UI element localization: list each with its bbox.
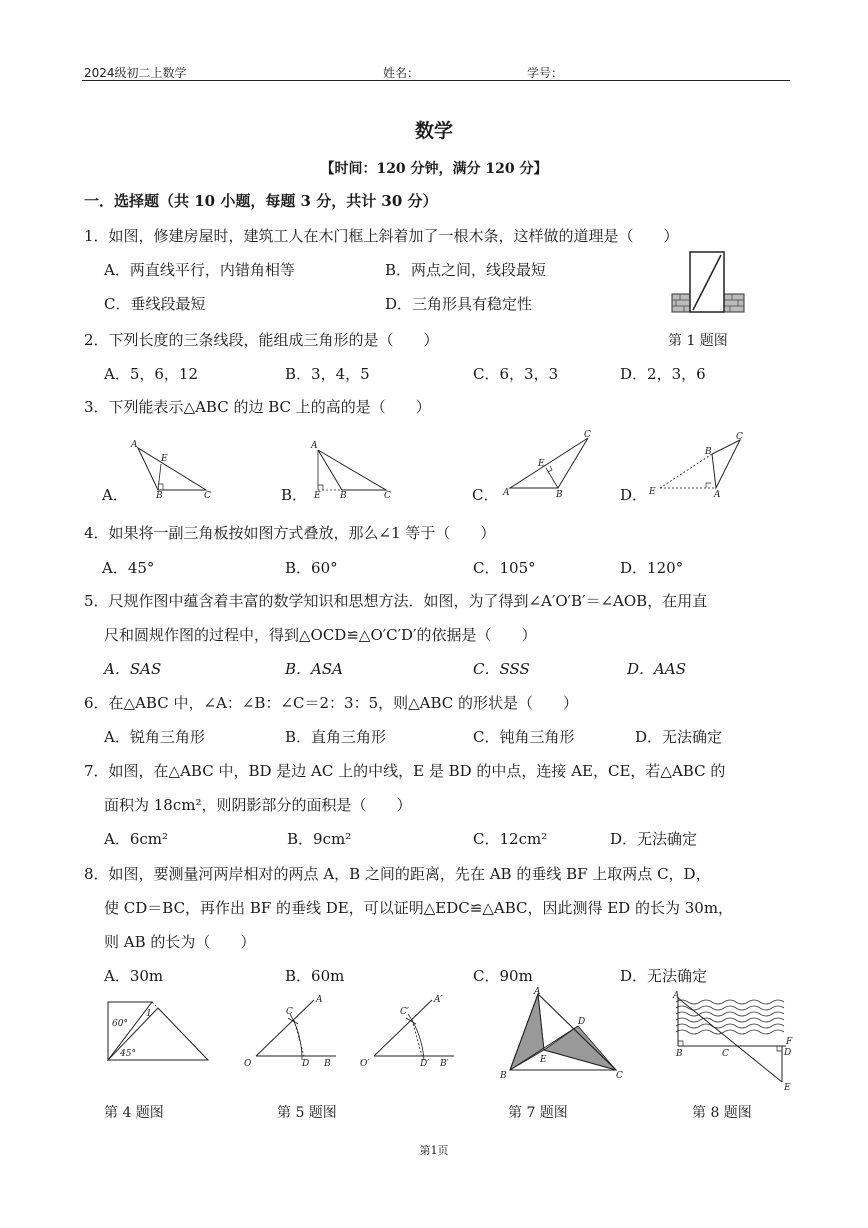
q3-option-b: B．: [281, 486, 308, 504]
q4-figure-caption: 第 4 题图: [104, 1105, 164, 1121]
q1-option-b: B．两点之间，线段最短: [385, 261, 547, 279]
q5-stem-line1: 5．尺规作图中蕴含着丰富的数学知识和思想方法．如图，为了得到∠A′O′B′＝∠AOB，在用直: [84, 592, 708, 610]
q8-stem-line1: 8．如图，要测量河两岸相对的两点 A，B 之间的距离，先在 AB 的垂线 BF 上取两点 C，D，: [84, 865, 711, 883]
q5b-label-a: A′: [434, 995, 443, 1005]
q3c-label-a: A: [503, 488, 510, 498]
q8-option-c: C．90m: [473, 967, 533, 985]
q8-stem-line3: 则 AB 的长为（ ）: [104, 933, 256, 951]
q7-option-a: A．6cm²: [104, 830, 169, 848]
q3d-label-b: B: [705, 447, 712, 457]
q2-option-a: A．5，6，12: [104, 365, 199, 383]
q8-option-d: D．无法确定: [620, 967, 708, 985]
page-title: 数学: [414, 120, 453, 142]
q6-stem: 6．在△ABC 中，∠A：∠B：∠C＝2：3：5，则△ABC 的形状是（ ）: [84, 694, 579, 712]
q8-label-e: E: [784, 1083, 791, 1093]
header-course: 2024级初二上数学: [84, 66, 187, 80]
q5-option-a: A．SAS: [104, 660, 162, 678]
q8-label-b: B: [676, 1049, 683, 1059]
q5b-label-c: C′: [400, 1007, 409, 1017]
q1-option-a: A．两直线平行，内错角相等: [104, 261, 295, 279]
q6-option-b: B．直角三角形: [285, 728, 387, 746]
q5-stem-line2: 尺和圆规作图的过程中，得到△OCD≌△O′C′D′的依据是（ ）: [104, 626, 537, 644]
q7-triangle-figure: [498, 988, 628, 1080]
q8-label-f: F: [786, 1037, 793, 1047]
q8-figure-caption: 第 8 题图: [692, 1105, 752, 1121]
q3-stem: 3．下列能表示△ABC 的边 BC 上的高的是（ ）: [84, 398, 431, 416]
q1-door-frame-figure: [672, 252, 744, 314]
page-number: 第1页: [419, 1144, 449, 1157]
q1-option-c: C．垂线段最短: [104, 295, 206, 313]
q5a-label-c: C: [286, 1007, 293, 1017]
q7-option-d: D．无法确定: [610, 830, 698, 848]
q4-option-a: A．45°: [102, 559, 155, 577]
q8-label-c: C: [722, 1049, 729, 1059]
q3b-label-e: E: [314, 491, 321, 501]
q2-option-c: C．6，3，3: [473, 365, 559, 383]
q3a-label-a: A: [131, 440, 138, 450]
q4-triangle-rulers-figure: [104, 1000, 212, 1066]
q8-label-a: A: [673, 991, 680, 1001]
header-id-label: 学号：: [527, 66, 564, 80]
q7-option-b: B．9cm²: [287, 830, 352, 848]
q6-option-a: A．锐角三角形: [104, 728, 205, 746]
q2-option-d: D．2，3，6: [620, 365, 706, 383]
q2-option-b: B．3，4，5: [285, 365, 370, 383]
q3-figure-c: [500, 432, 596, 498]
q3-option-a: A．: [102, 486, 128, 504]
q5b-label-o: O′: [360, 1059, 370, 1069]
q3c-label-b: B: [556, 490, 563, 500]
q5b-label-b: B′: [440, 1059, 449, 1069]
q3a-label-e: E: [161, 454, 168, 464]
q4-stem: 4．如果将一副三角板按如图方式叠放，那么∠1 等于（ ）: [84, 524, 496, 542]
q2-stem: 2．下列长度的三条线段，能组成三角形的是（ ）: [84, 331, 439, 349]
q3-figure-a: [128, 440, 218, 501]
exam-time-note: 【时间：120 分钟，满分 120 分】: [320, 161, 548, 177]
q1-stem: 1．如图，修建房屋时，建筑工人在木门框上斜着加了一根木条，这样做的道理是（ ）: [84, 227, 679, 245]
q4-option-b: B．60°: [285, 559, 338, 577]
q3d-label-a: A: [714, 490, 721, 500]
q5-option-d: D．AAS: [627, 660, 686, 678]
q3c-label-c: C: [584, 430, 591, 440]
q5b-label-d: D′: [420, 1059, 430, 1069]
q7-label-b: B: [500, 1071, 507, 1081]
q5-figure-caption: 第 5 题图: [277, 1105, 337, 1121]
q4-label-60: 60°: [112, 1019, 128, 1029]
q7-stem-line2: 面积为 18cm²，则阴影部分的面积是（ ）: [104, 796, 412, 814]
q8-label-d: D: [784, 1048, 792, 1058]
q5-option-b: B．ASA: [285, 660, 343, 678]
q3d-label-e: E: [649, 487, 656, 497]
q8-river-figure: [672, 992, 792, 1092]
q3-figure-b: [308, 440, 400, 501]
q5-construction-figure-1: [242, 994, 342, 1068]
header-name-label: 姓名：: [383, 66, 420, 80]
q7-label-d: D: [578, 1017, 586, 1027]
q4-option-d: D．120°: [620, 559, 684, 577]
q3a-label-b: B: [156, 491, 163, 501]
q6-option-c: C．钝角三角形: [473, 728, 575, 746]
q7-stem-line1: 7．如图，在△ABC 中，BD 是边 AC 上的中线，E 是 BD 的中点，连接 AE，CE，若△ABC 的: [84, 762, 726, 780]
q3-option-c: C．: [472, 486, 499, 504]
q3b-label-b: B: [340, 491, 347, 501]
q5a-label-d: D: [302, 1059, 310, 1069]
q4-option-c: C．105°: [473, 559, 536, 577]
q8-option-b: B．60m: [285, 967, 345, 985]
q7-label-e: E: [540, 1055, 547, 1065]
q7-option-c: C．12cm²: [473, 830, 548, 848]
q7-figure-caption: 第 7 题图: [508, 1105, 568, 1121]
q3d-label-c: C: [736, 432, 743, 442]
q8-stem-line2: 使 CD＝BC，再作出 BF 的垂线 DE，可以证明△EDC≌△ABC，因此测得 ED 的长为 30m，: [104, 899, 734, 917]
q3c-label-e: E: [538, 459, 545, 469]
q6-option-d: D．无法确定: [635, 728, 723, 746]
q3b-label-c: C: [384, 491, 391, 501]
q7-label-a: A: [534, 987, 541, 997]
q1-figure-caption: 第 1 题图: [668, 333, 728, 349]
q8-option-a: A．30m: [104, 967, 164, 985]
q1-option-d: D．三角形具有稳定性: [385, 295, 533, 313]
q3-figure-d: [646, 432, 746, 498]
q5a-label-b: B: [324, 1059, 331, 1069]
q4-label-45: 45°: [120, 1049, 136, 1059]
q5a-label-a: A: [316, 995, 323, 1005]
q5-option-c: C．SSS: [473, 660, 530, 678]
q3b-label-a: A: [311, 441, 318, 451]
q3a-label-c: C: [204, 491, 211, 501]
q4-label-1: 1: [146, 1009, 152, 1019]
section-heading: 一．选择题（共 10 小题，每题 3 分，共计 30 分）: [84, 192, 438, 210]
q5-construction-figure-2: [360, 994, 460, 1068]
header-rule: [82, 80, 790, 81]
q7-label-c: C: [616, 1071, 623, 1081]
q3-option-d: D．: [620, 486, 648, 504]
q5a-label-o: O: [244, 1059, 252, 1069]
